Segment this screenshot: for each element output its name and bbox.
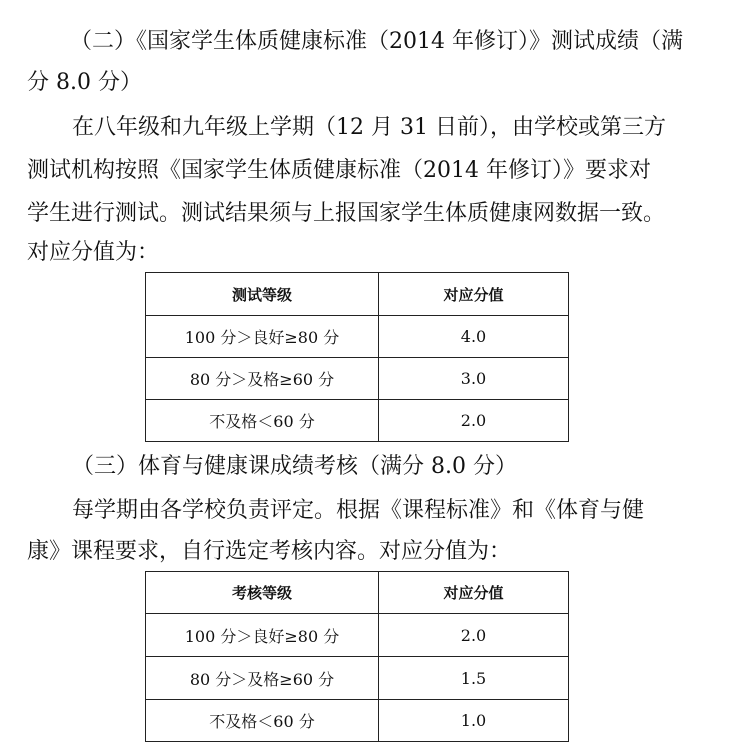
section3-paragraph-line: 每学期由各学校负责评定。根据《课程标准》和《体育与健 <box>72 498 645 523</box>
table-row <box>146 316 569 358</box>
section2-heading-line1: （二）《国家学生体质健康标准（2014 年修订）》测试成绩（满 <box>70 29 683 54</box>
score-cell: 1.5 <box>379 657 569 700</box>
section3-heading: （三）体育与健康课成绩考核（满分 8.0 分） <box>72 454 517 479</box>
level-cell: 80 分＞及格≥60 分 <box>146 657 379 700</box>
level-cell: 不及格＜60 分 <box>146 700 379 742</box>
header-test-level: 测试等级 <box>146 273 379 316</box>
table-row <box>146 700 569 742</box>
score-cell: 3.0 <box>379 358 569 400</box>
fitness-test-score-table <box>145 272 569 442</box>
score-cell: 1.0 <box>379 700 569 742</box>
section2-paragraph-line: 在八年级和九年级上学期（12 月 31 日前），由学校或第三方 <box>72 115 666 140</box>
level-cell: 100 分＞良好≥80 分 <box>146 614 379 657</box>
header-score-value: 对应分值 <box>379 572 569 614</box>
table-header-row <box>146 572 569 614</box>
score-cell: 2.0 <box>379 614 569 657</box>
score-cell: 4.0 <box>379 316 569 358</box>
header-score-value: 对应分值 <box>379 273 569 316</box>
table-row <box>146 614 569 657</box>
section3-paragraph-line: 康》课程要求，自行选定考核内容。对应分值为： <box>27 539 512 564</box>
section2-heading-line2: 分 8.0 分） <box>27 70 142 95</box>
header-assessment-level: 考核等级 <box>146 572 379 614</box>
section2-paragraph-line: 对应分值为： <box>27 240 160 265</box>
table-row <box>146 358 569 400</box>
section2-paragraph-line: 学生进行测试。测试结果须与上报国家学生体质健康网数据一致。 <box>27 201 666 226</box>
pe-course-score-table <box>145 571 569 742</box>
level-cell: 不及格＜60 分 <box>146 400 379 442</box>
table-row <box>146 400 569 442</box>
section2-paragraph-line: 测试机构按照《国家学生体质健康标准（2014 年修订）》要求对 <box>27 158 651 183</box>
score-cell: 2.0 <box>379 400 569 442</box>
table-header-row <box>146 273 569 316</box>
table-row <box>146 657 569 700</box>
level-cell: 80 分＞及格≥60 分 <box>146 358 379 400</box>
level-cell: 100 分＞良好≥80 分 <box>146 316 379 358</box>
